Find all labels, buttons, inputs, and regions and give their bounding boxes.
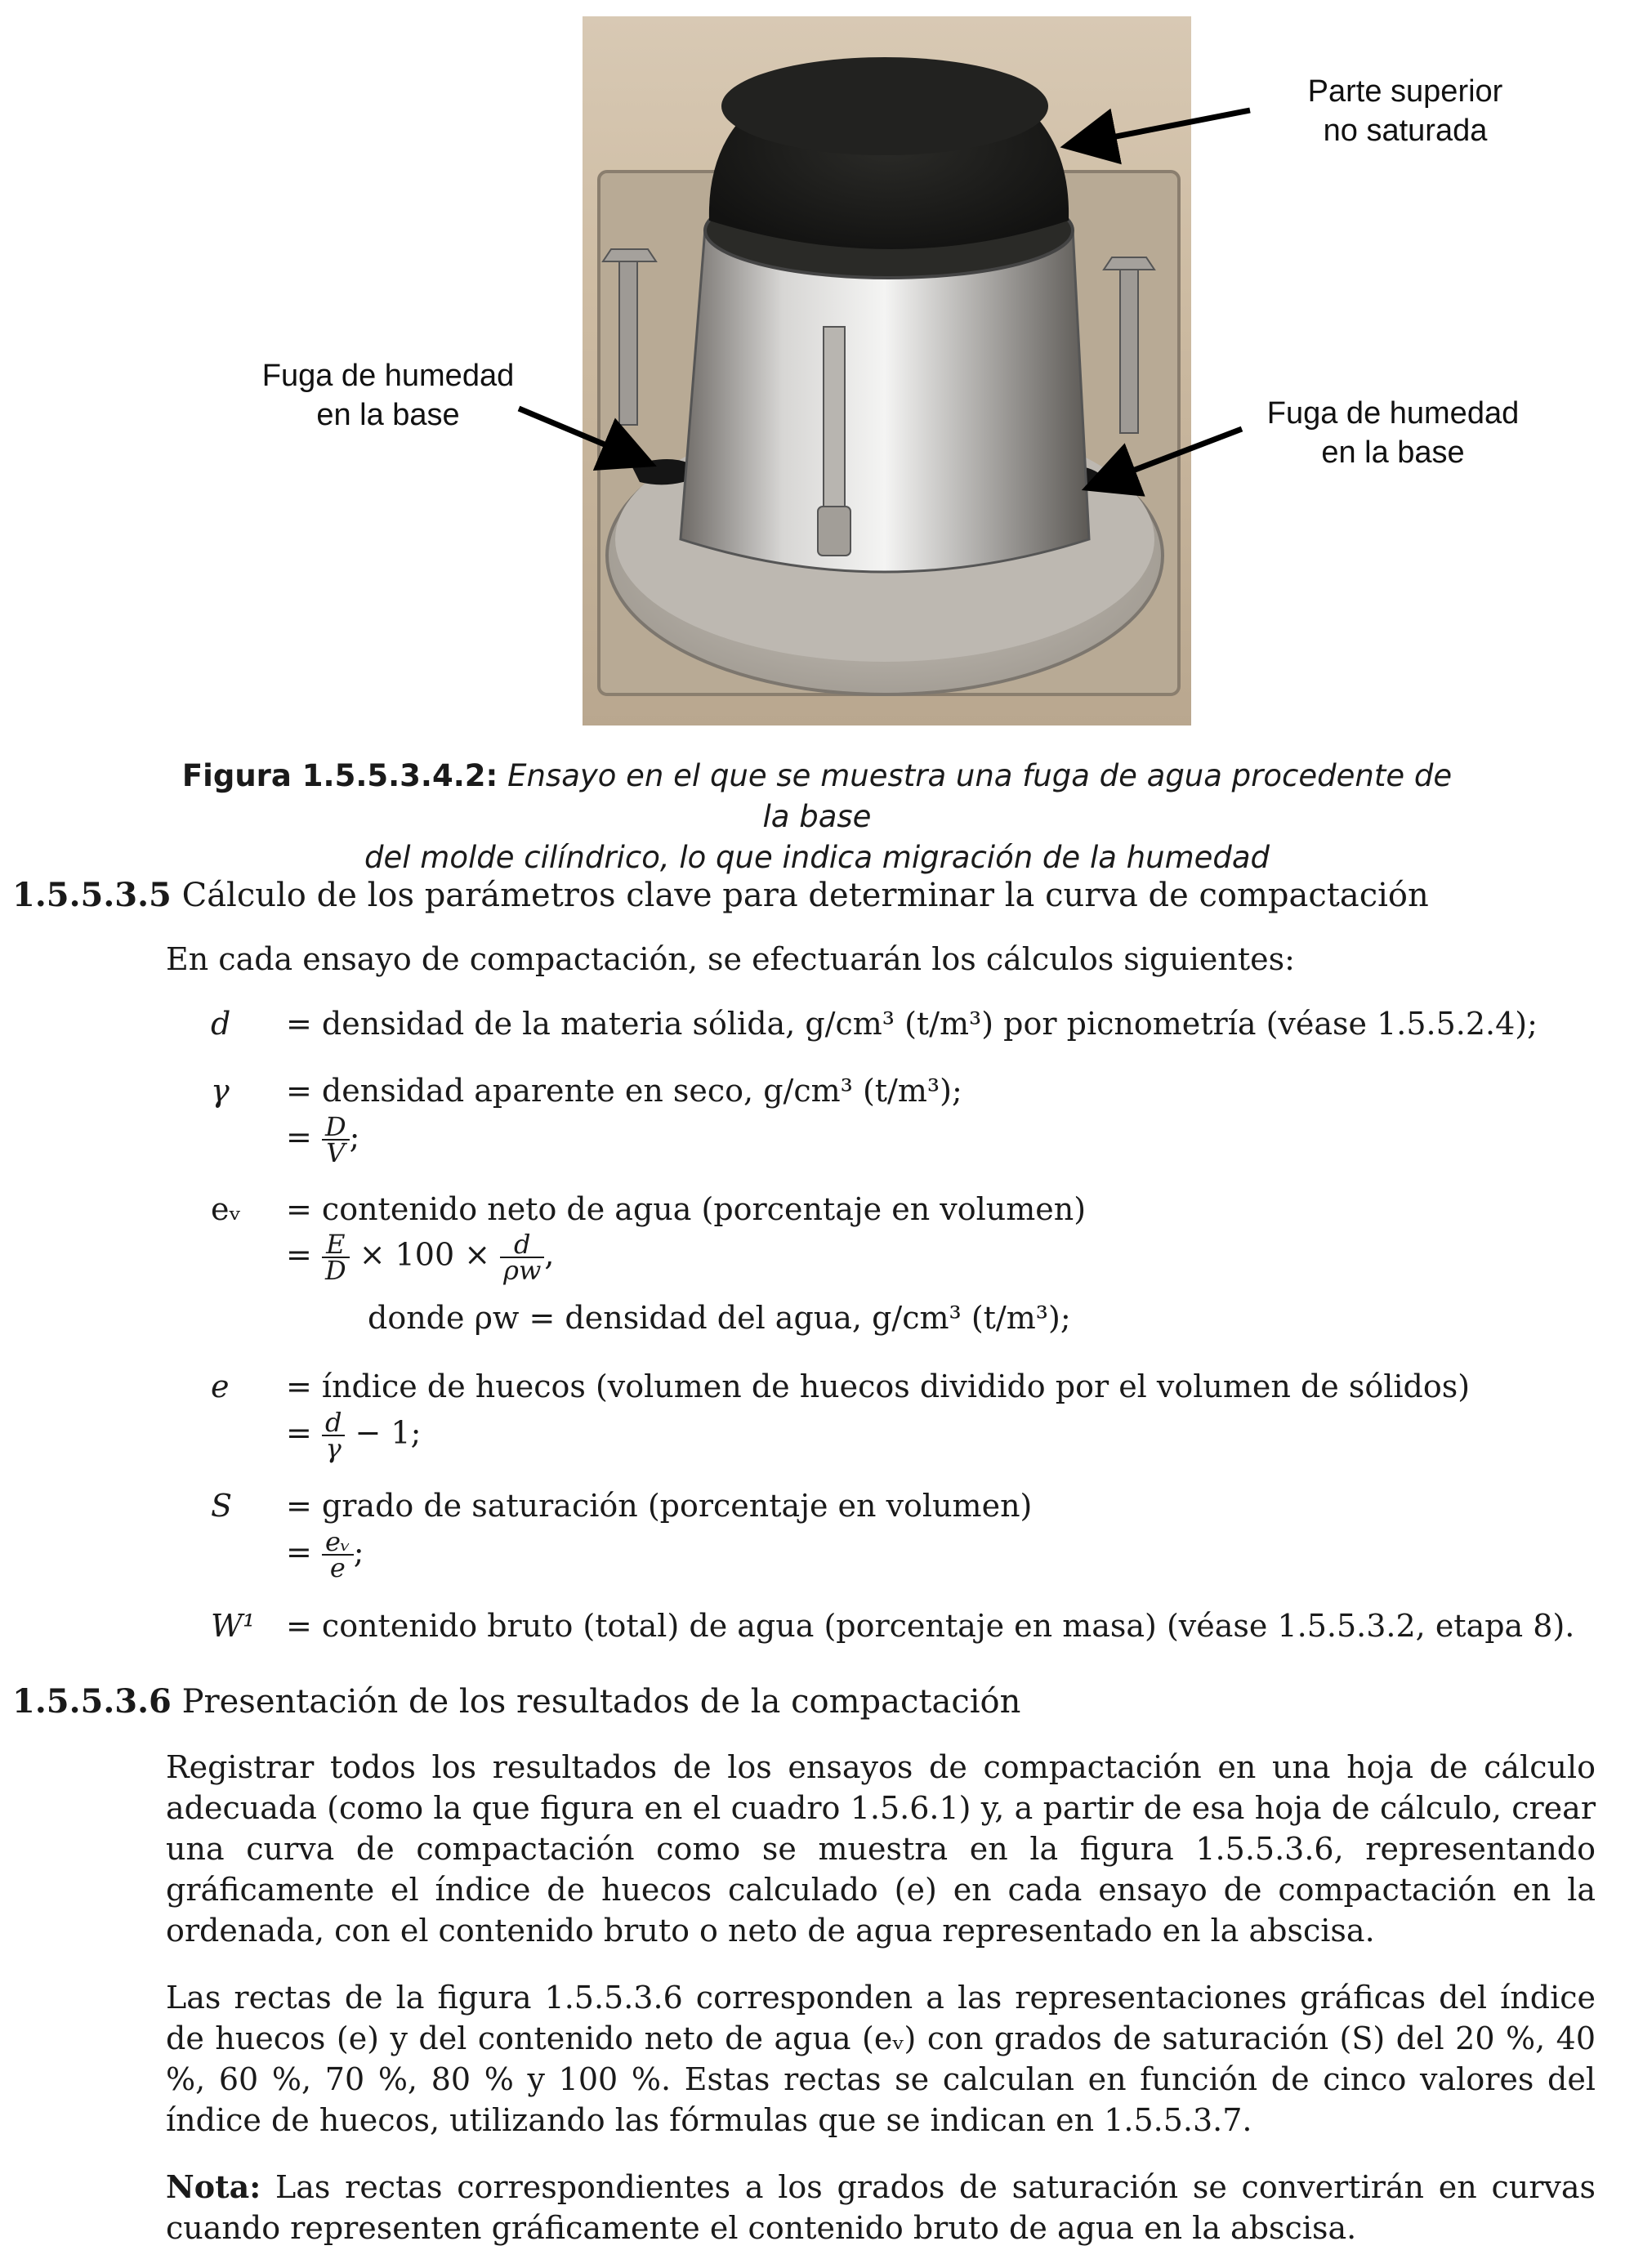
symbol-e: e [211, 1368, 230, 1404]
ev-where: donde ρw = densidad del agua, g/cm³ (t/m³); [368, 1300, 1071, 1336]
equals-sign: = [286, 1414, 312, 1451]
paragraph-1: Registrar todos los resultados de los ensayos de compactación en una hoja de cálculo adecuada (como la que figura en el cuadro 1.5.6.1) y, a partir de esa hoja de cálculo, crear una curva de compactación como se muestra en la figura 1.5.5.3.6, representando gráficamente el índice de huecos calculado (e) en cada ensayo de compactación en la ordenada, con el contenido bruto o neto de agua representado en la abscisa. [166, 1749, 1596, 1949]
callout-line: en la base [1321, 435, 1465, 470]
paragraph-2: Las rectas de la figura 1.5.5.3.6 corresponden a las representaciones gráficas del índice de huecos (e) y del contenido neto de agua (eᵥ) con grados de saturación (S) del 20 %, 40 %, 60 %, 70 %, 80 % y 100 %. Estas rectas se calculan en función de cinco valores del índice de huecos, utilizando las fórmulas que se indican en 1.5.5.3.7. [166, 1980, 1596, 2138]
denominator: D [324, 1255, 346, 1286]
section-number: 1.5.5.3.6 [12, 1682, 172, 1721]
callout-line: Fuga de humedad [261, 359, 515, 393]
section-heading-2 [12, 1679, 1020, 1725]
formula-s [286, 1526, 364, 1583]
symbol-w: W¹ [211, 1608, 256, 1644]
symbol-ev: eᵥ [211, 1191, 241, 1227]
denominator: ρw [503, 1255, 542, 1286]
mould-illustration [583, 16, 1191, 725]
symbol-s: S [211, 1488, 233, 1524]
formula-end: ; [349, 1118, 360, 1155]
caption-label: Figura 1.5.5.3.4.2: [181, 758, 498, 793]
numerator: d [322, 1410, 345, 1436]
def-text: = contenido bruto (total) de agua (porcentaje en masa) (véase 1.5.5.3.2, etapa 8). [286, 1608, 1575, 1644]
formula-mid: × 100 × [359, 1236, 491, 1273]
numerator: d [500, 1232, 544, 1258]
fraction [322, 1526, 354, 1583]
equals-sign: = [286, 1236, 312, 1273]
callout-line: no saturada [1323, 114, 1488, 148]
section-intro: En cada ensayo de compactación, se efectuarán los cálculos siguientes: [166, 941, 1295, 977]
numerator: E [322, 1232, 350, 1258]
def-text: = grado de saturación (porcentaje en volumen) [286, 1488, 1033, 1524]
formula-end: − 1; [355, 1414, 422, 1451]
formula-e [286, 1407, 422, 1464]
fraction [500, 1229, 544, 1286]
callout-top-right [1246, 72, 1565, 150]
symbol-gamma: γ [211, 1073, 230, 1109]
denominator: V [326, 1137, 346, 1168]
note-paragraph [166, 2167, 1596, 2248]
caption-text-line1: Ensayo en el que se muestra una fuga de agua procedente de la base [507, 758, 1453, 834]
section-title: Cálculo de los parámetros clave para determinar la curva de compactación [181, 877, 1429, 914]
caption-text-line2: del molde cilíndrico, lo que indica migración de la humedad [364, 840, 1270, 875]
figure-caption [180, 756, 1454, 878]
compaction-mould-photo [583, 16, 1191, 725]
symbol-d: d [211, 1006, 231, 1042]
callout-line: en la base [316, 398, 460, 432]
equals-sign: = [286, 1118, 312, 1155]
def-text: = índice de huecos (volumen de huecos dividido por el volumen de sólidos) [286, 1368, 1471, 1404]
callout-right [1230, 394, 1556, 472]
section-number: 1.5.5.3.5 [12, 876, 172, 914]
fraction [322, 1111, 350, 1168]
formula-end: , [544, 1236, 555, 1273]
equals-sign: = [286, 1534, 312, 1570]
note-label: Nota: [166, 2168, 261, 2205]
note-text: Las rectas correspondientes a los grados de saturación se convertirán en curvas cuando representen gráficamente el contenido bruto de agua en la abscisa. [166, 2169, 1596, 2246]
denominator: γ [325, 1433, 342, 1464]
callout-line: Fuga de humedad [1266, 396, 1520, 431]
def-text: = densidad aparente en seco, g/cm³ (t/m³); [286, 1073, 962, 1109]
fraction [322, 1229, 350, 1286]
formula-gamma [286, 1111, 360, 1168]
def-text: = contenido neto de agua (porcentaje en volumen) [286, 1191, 1087, 1227]
formula-ev [286, 1229, 555, 1286]
formula-end: ; [353, 1534, 364, 1570]
denominator: e [329, 1552, 346, 1583]
fraction [322, 1407, 345, 1464]
numerator: D [322, 1114, 350, 1141]
section-title: Presentación de los resultados de la compactación [181, 1683, 1021, 1721]
def-text: = densidad de la materia sólida, g/cm³ (t/m³) por picnometría (véase 1.5.5.2.4); [286, 1006, 1538, 1042]
section-heading-1 [12, 873, 1429, 918]
callout-left [229, 356, 547, 435]
callout-line: Parte superior [1307, 74, 1503, 109]
numerator: eᵥ [322, 1529, 354, 1556]
